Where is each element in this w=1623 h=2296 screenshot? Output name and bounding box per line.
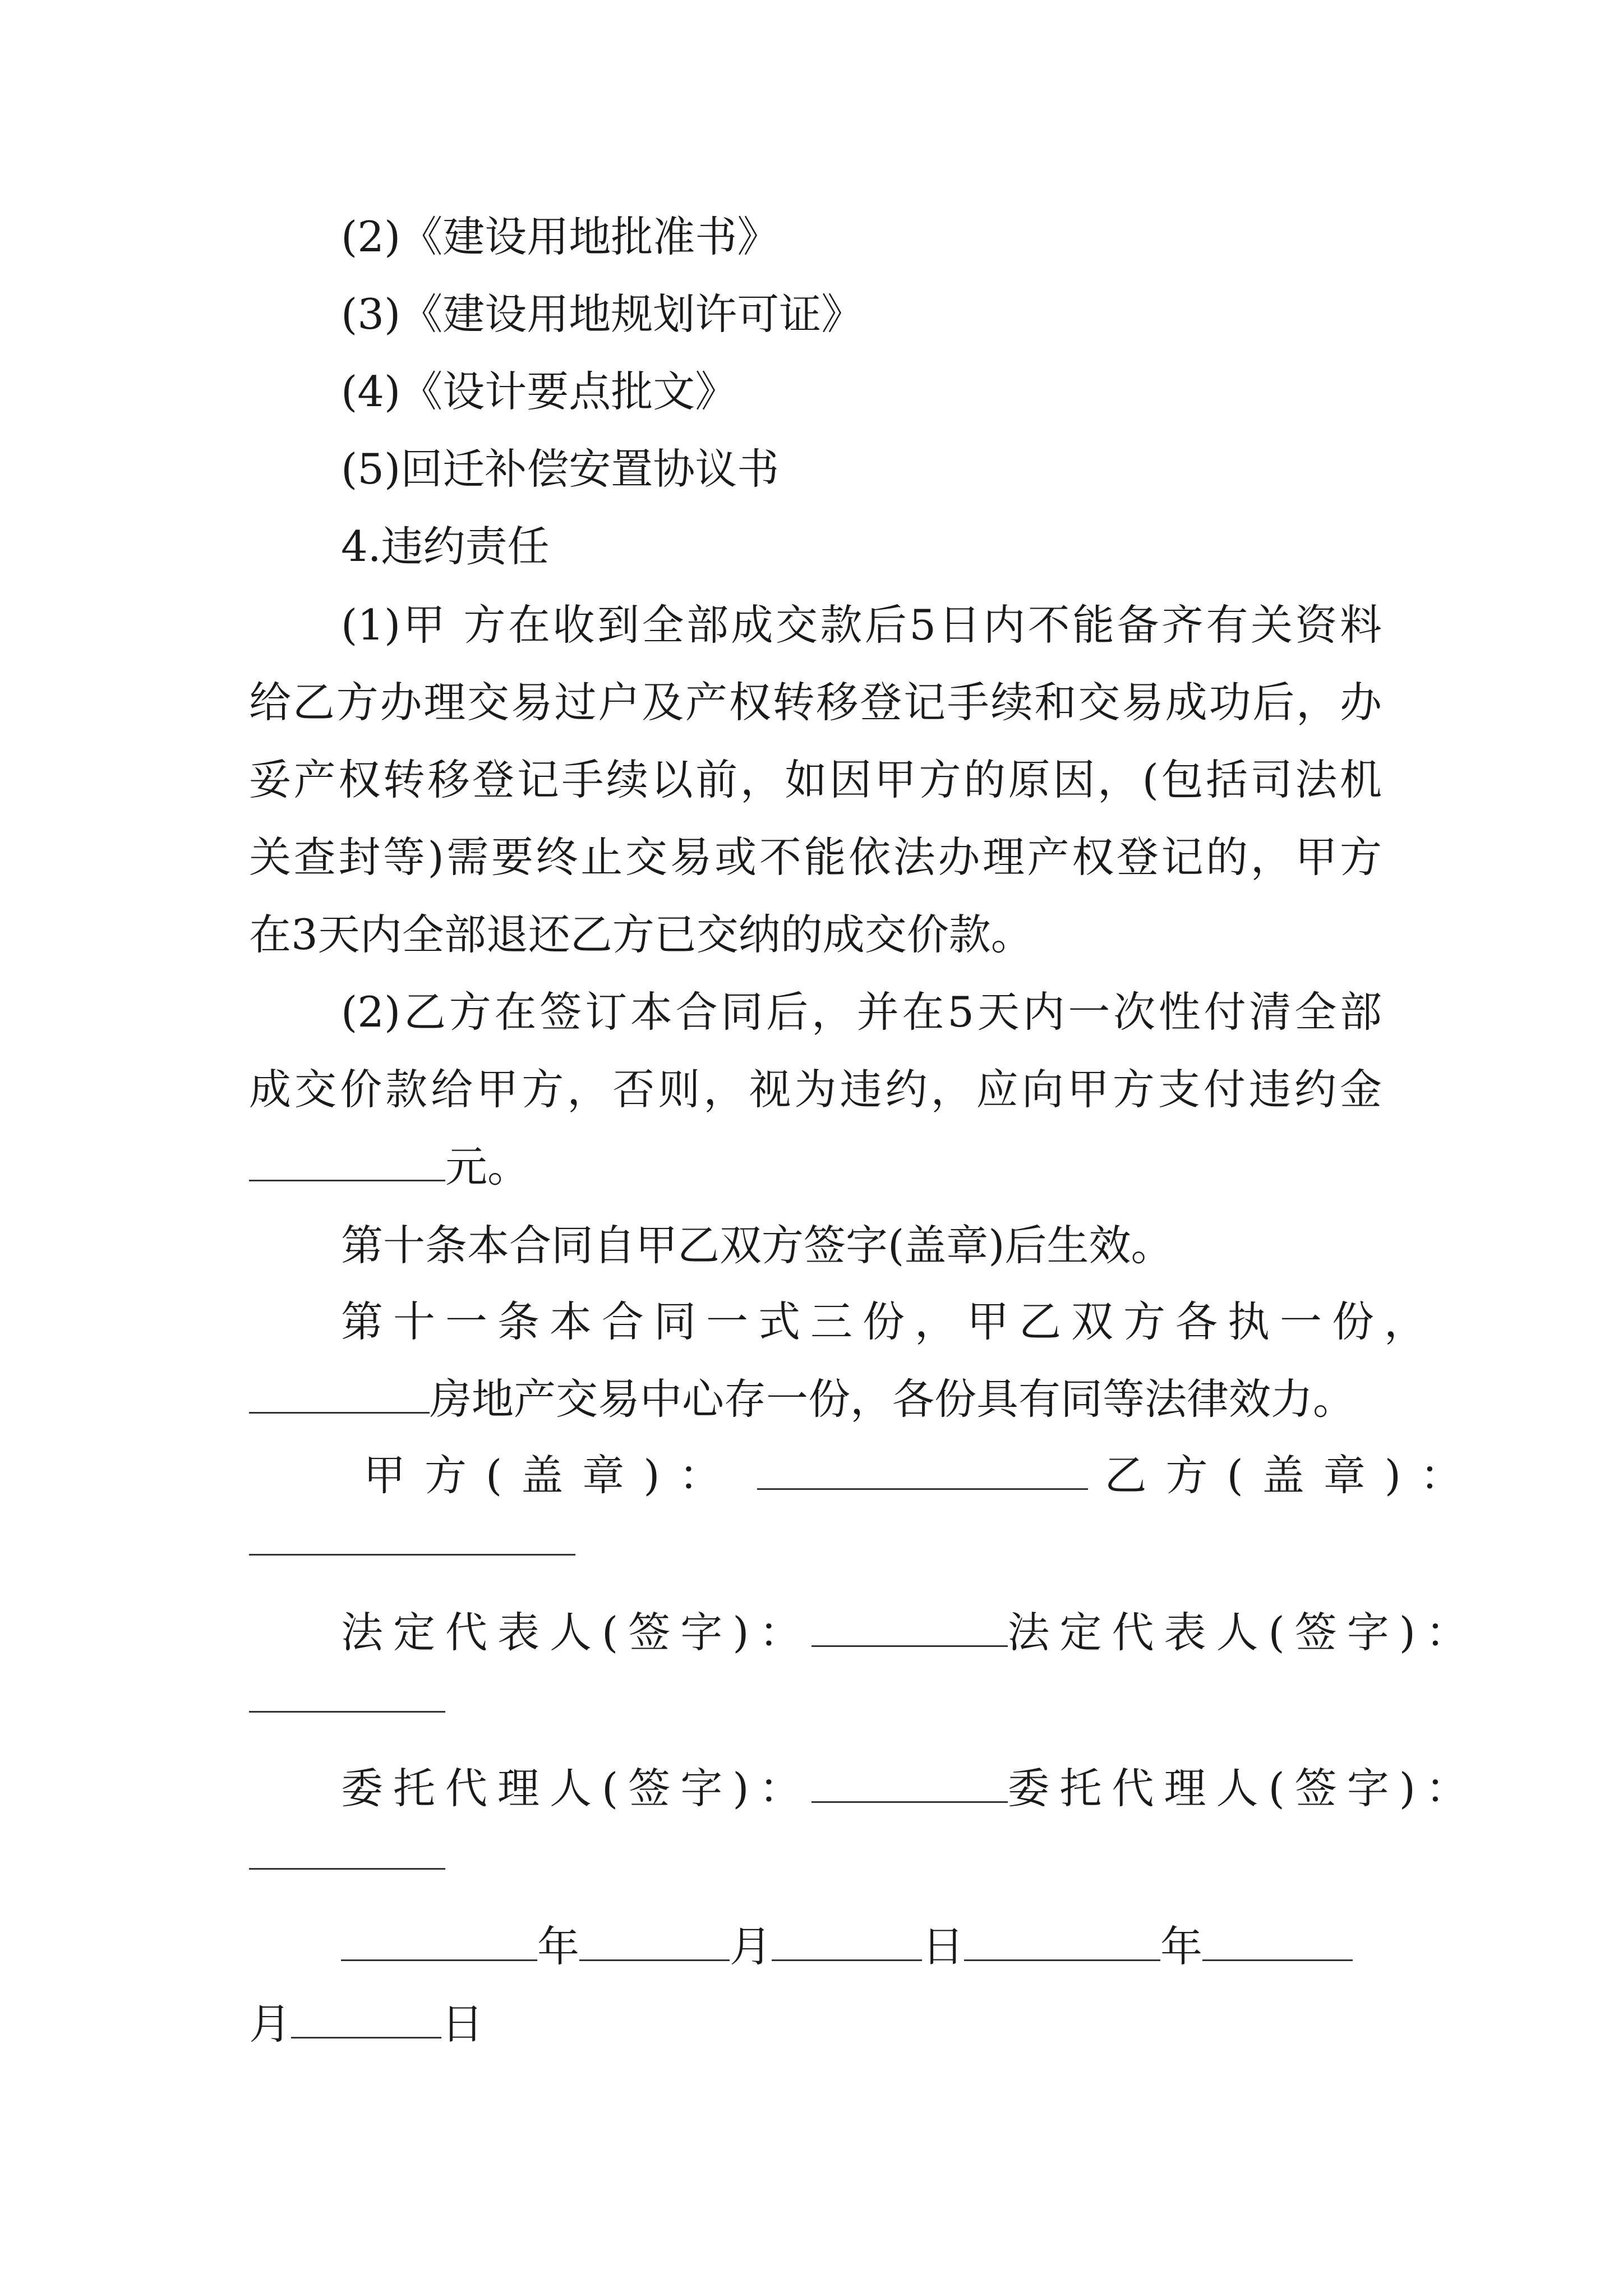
party-b-seal-blank <box>249 1554 575 1556</box>
section-heading: 4.违约责任 <box>341 522 550 571</box>
article-10: 第十条本合同自甲乙双方签字(盖章)后生效。 <box>341 1221 1173 1270</box>
party-a-legal-rep-label: 法定代表人(签字)： <box>341 1608 811 1657</box>
registry-name-blank <box>249 1376 430 1414</box>
list-item-2: (2)《建设用地批准书》 <box>341 212 780 261</box>
date-row-continued <box>249 1996 483 2052</box>
party-a-agent-label: 委托代理人(签字)： <box>341 1764 811 1813</box>
legal-rep-row <box>341 1604 1478 1660</box>
party-a-year-blank <box>341 1924 537 1961</box>
party-a-seal-label: 甲方(盖章)： <box>363 1451 740 1500</box>
party-a-day-blank <box>772 1924 922 1961</box>
party-b-legal-rep-label: 法定代表人(签字)： <box>1007 1608 1478 1657</box>
month-label: 月 <box>249 1999 292 2049</box>
article-11-line-2-text: 房地产交易中心存一份，各份具有同等法律效力。 <box>430 1374 1355 1424</box>
agent-row <box>341 1760 1478 1816</box>
year-label: 年 <box>537 1922 580 1971</box>
penalty-amount-blank <box>249 1144 445 1181</box>
month-label: 月 <box>730 1922 772 1971</box>
party-a-agent-blank <box>811 1765 1008 1803</box>
list-item-4: (4)《设计要点批文》 <box>341 367 737 416</box>
penalty-amount-line <box>249 1139 529 1195</box>
article-11-line-1: 第十一条本合同一式三份，甲乙双方各执一份， <box>341 1297 1437 1346</box>
day-label: 日 <box>441 1999 484 2049</box>
seal-row <box>363 1447 1507 1503</box>
year-label: 年 <box>1160 1922 1203 1971</box>
party-b-year-blank <box>964 1924 1160 1961</box>
paragraph-line: 给乙方办理交易过户及产权转移登记手续和交易成功后，办 <box>249 678 1382 727</box>
list-item-5: (5)回迁补偿安置协议书 <box>341 444 780 494</box>
party-b-day-blank <box>291 2001 441 2039</box>
day-label: 日 <box>922 1922 965 1971</box>
paragraph-line: (1)甲 方在收到全部成交款后5日内不能备齐有关资料 <box>341 600 1382 650</box>
paragraph-line: 关查封等)需要终止交易或不能依法办理产权登记的，甲方 <box>249 832 1382 882</box>
paragraph-line: (2)乙方在签订本合同后，并在5天内一次性付清全部 <box>341 987 1382 1037</box>
paragraph-line: 在3天内全部退还乙方已交纳的成交价款。 <box>249 910 1033 959</box>
party-b-seal-label: 乙方(盖章)： <box>1104 1451 1482 1500</box>
party-b-legal-rep-blank <box>249 1711 445 1713</box>
paragraph-line: 成交价款给甲方，否则，视为违约，应向甲方支付违约金 <box>249 1065 1382 1114</box>
party-a-month-blank <box>579 1924 730 1961</box>
list-item-3: (3)《建设用地规划许可证》 <box>341 289 864 339</box>
party-b-month-blank <box>1202 1924 1353 1961</box>
currency-unit: 元。 <box>445 1142 530 1191</box>
paragraph-line: 妥产权转移登记手续以前，如因甲方的原因，(包括司法机 <box>249 755 1382 804</box>
article-11-line-2 <box>249 1371 1355 1427</box>
party-a-legal-rep-blank <box>811 1609 1008 1647</box>
date-row <box>341 1918 1353 1975</box>
party-b-agent-blank <box>249 1868 445 1870</box>
party-b-agent-label: 委托代理人(签字)： <box>1007 1764 1478 1813</box>
party-a-seal-blank <box>757 1452 1088 1490</box>
